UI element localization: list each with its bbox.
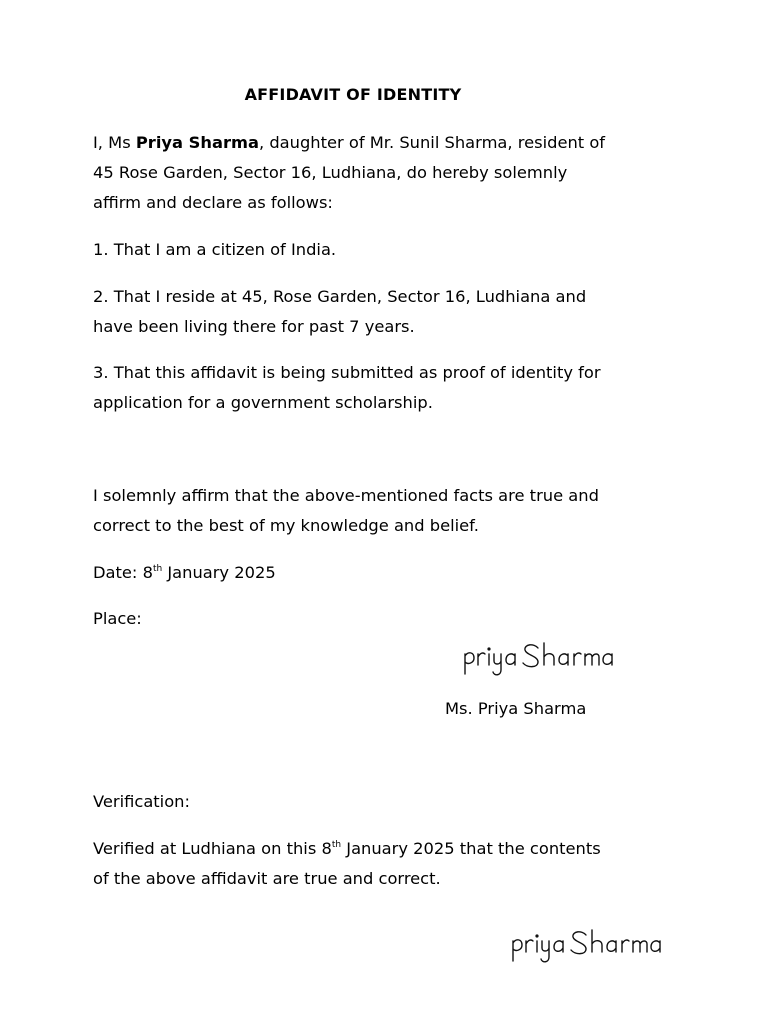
item-3-line-1: 3. That this affidavit is being submitted as proof of identity for [93,363,601,382]
verification-line-2: of the above affidavit are true and correct. [93,869,441,888]
verification-label: Verification: [93,792,190,811]
signature-1-drawing [462,640,612,682]
date-rest: January 2025 [162,563,276,582]
intro-line-1-rest: , daughter of Mr. Sunil Sharma, resident of [258,133,606,152]
verification-line-1 [93,834,683,864]
verification-heading [93,787,683,817]
intro-line-1 [93,128,683,158]
item-2-line-2: have been living there for past 7 years. [93,317,415,336]
document-title: AFFIDAVIT OF IDENTITY [244,85,462,104]
deponent-name: Priya Sharma [135,133,259,152]
intro-line-3: affirm and declare as follows: [93,193,333,212]
item-3 [93,358,683,418]
date-label: Date: 8 [93,563,153,582]
affirmation-line-2: correct to the best of my knowledge and belief. [93,516,479,535]
item-2-line-1: 2. That I reside at 45, Rose Garden, Sector 16, Ludhiana and [93,287,587,306]
signature-1 [462,640,612,682]
verification-line-1-a: Verified at Ludhiana on this 8 [93,839,332,858]
place-line [93,604,683,634]
date-line [93,558,683,588]
intro-prefix: I, Ms [93,133,136,152]
affirmation-paragraph [93,481,683,541]
item-3-line-2: application for a government scholarship. [93,393,433,412]
signature-2-drawing [510,927,660,969]
place-label: Place: [93,609,142,628]
signer-name: Ms. Priya Sharma [445,699,587,718]
item-1-line-1: 1. That I am a citizen of India. [93,240,337,259]
item-2 [93,282,683,342]
affirmation-line-1: I solemnly affirm that the above-mentioned facts are true and [93,486,599,505]
item-1 [93,235,683,265]
signature-2 [510,927,660,969]
verification-line-1-b: January 2025 that the contents [341,839,601,858]
verification-paragraph [93,834,683,894]
intro-paragraph [93,128,683,218]
intro-line-2: 45 Rose Garden, Sector 16, Ludhiana, do hereby solemnly [93,163,568,182]
verification-date-suffix: th [331,839,342,850]
date-suffix: th [152,563,163,574]
